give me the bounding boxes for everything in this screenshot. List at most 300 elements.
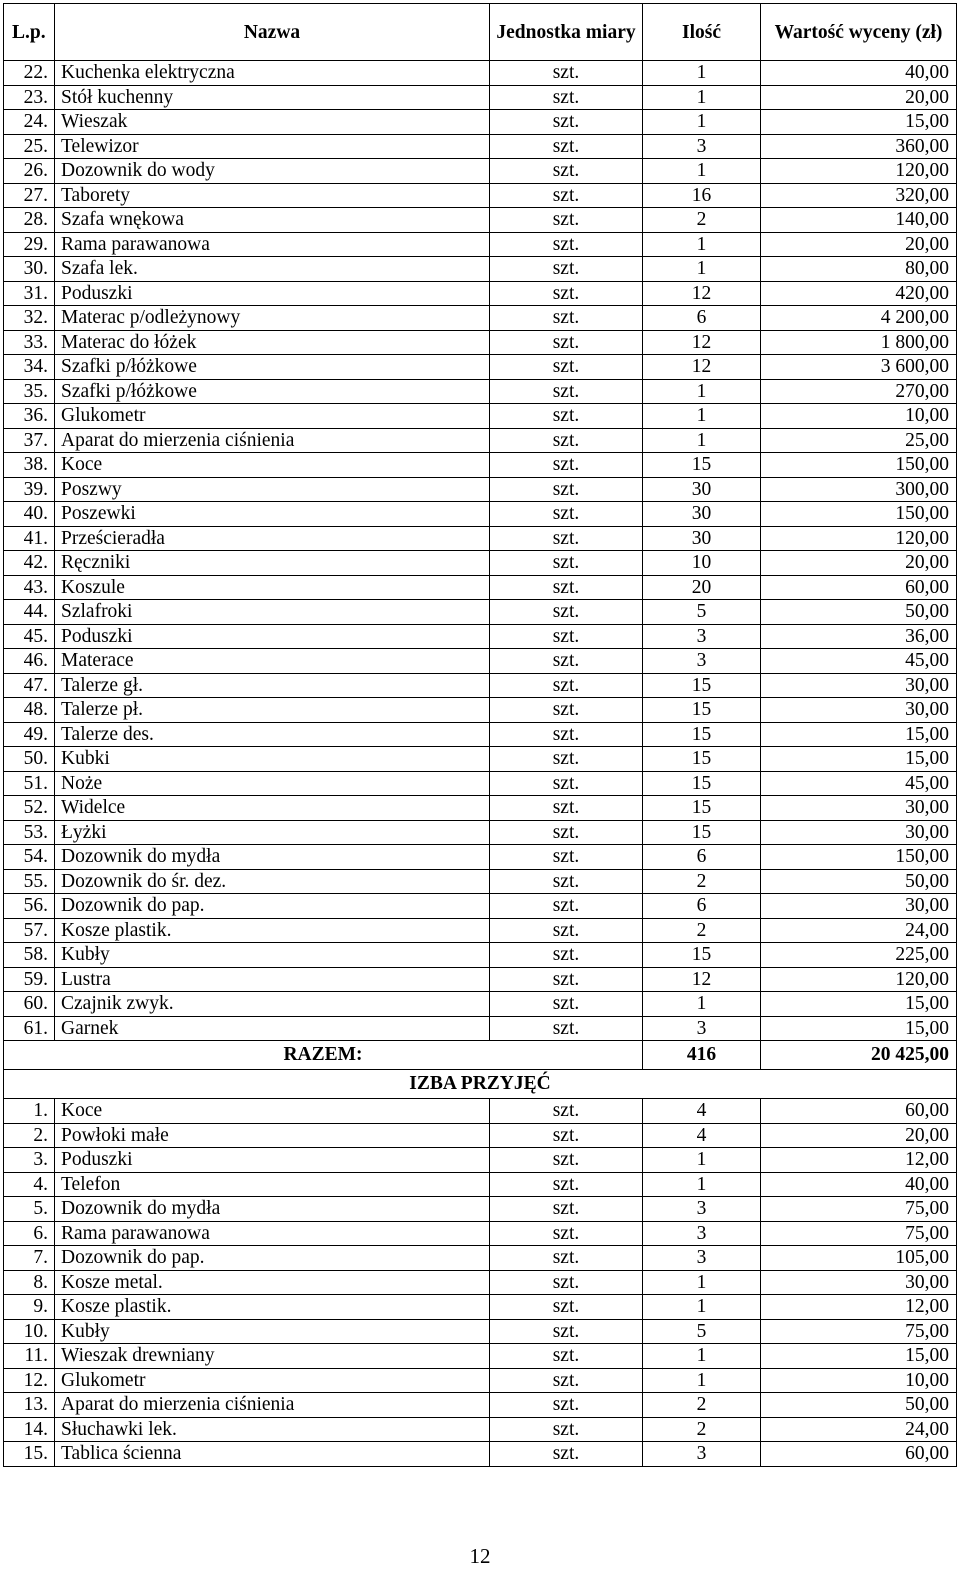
cell-name: Prześcieradła bbox=[55, 526, 490, 551]
cell-name: Telewizor bbox=[55, 134, 490, 159]
table-row bbox=[4, 1393, 957, 1418]
cell-qty: 1 bbox=[643, 1148, 761, 1173]
cell-lp: 29. bbox=[4, 232, 55, 257]
table-row bbox=[4, 1319, 957, 1344]
cell-qty: 3 bbox=[643, 1197, 761, 1222]
cell-unit: szt. bbox=[490, 943, 643, 968]
cell-unit: szt. bbox=[490, 575, 643, 600]
cell-unit: szt. bbox=[490, 379, 643, 404]
cell-name: Poszewki bbox=[55, 502, 490, 527]
table-row bbox=[4, 61, 957, 86]
cell-name: Kubki bbox=[55, 747, 490, 772]
cell-value: 24,00 bbox=[761, 918, 957, 943]
cell-unit: szt. bbox=[490, 967, 643, 992]
cell-name: Czajnik zwyk. bbox=[55, 992, 490, 1017]
cell-qty: 15 bbox=[643, 796, 761, 821]
cell-unit: szt. bbox=[490, 257, 643, 282]
cell-value: 320,00 bbox=[761, 183, 957, 208]
cell-qty: 15 bbox=[643, 673, 761, 698]
cell-lp: 28. bbox=[4, 208, 55, 233]
table-row bbox=[4, 1016, 957, 1041]
cell-unit: szt. bbox=[490, 85, 643, 110]
cell-value: 40,00 bbox=[761, 61, 957, 86]
cell-qty: 1 bbox=[643, 110, 761, 135]
cell-value: 1 800,00 bbox=[761, 330, 957, 355]
cell-qty: 3 bbox=[643, 1016, 761, 1041]
cell-unit: szt. bbox=[490, 526, 643, 551]
cell-qty: 3 bbox=[643, 1442, 761, 1467]
table-row bbox=[4, 281, 957, 306]
inventory-table bbox=[3, 3, 957, 1467]
cell-value: 105,00 bbox=[761, 1246, 957, 1271]
cell-name: Lustra bbox=[55, 967, 490, 992]
cell-lp: 3. bbox=[4, 1148, 55, 1173]
cell-lp: 25. bbox=[4, 134, 55, 159]
cell-lp: 15. bbox=[4, 1442, 55, 1467]
cell-qty: 12 bbox=[643, 355, 761, 380]
cell-qty: 3 bbox=[643, 1221, 761, 1246]
cell-unit: szt. bbox=[490, 1368, 643, 1393]
cell-unit: szt. bbox=[490, 698, 643, 723]
cell-lp: 47. bbox=[4, 673, 55, 698]
cell-lp: 53. bbox=[4, 820, 55, 845]
cell-name: Materac p/odleżynowy bbox=[55, 306, 490, 331]
cell-value: 15,00 bbox=[761, 722, 957, 747]
cell-unit: szt. bbox=[490, 1123, 643, 1148]
cell-value: 25,00 bbox=[761, 428, 957, 453]
cell-qty: 4 bbox=[643, 1099, 761, 1124]
cell-value: 30,00 bbox=[761, 698, 957, 723]
cell-lp: 14. bbox=[4, 1417, 55, 1442]
cell-unit: szt. bbox=[490, 845, 643, 870]
cell-unit: szt. bbox=[490, 918, 643, 943]
cell-lp: 24. bbox=[4, 110, 55, 135]
cell-qty: 15 bbox=[643, 453, 761, 478]
table-row bbox=[4, 1417, 957, 1442]
cell-unit: szt. bbox=[490, 1319, 643, 1344]
table-row bbox=[4, 722, 957, 747]
cell-value: 15,00 bbox=[761, 1016, 957, 1041]
cell-qty: 5 bbox=[643, 600, 761, 625]
cell-name: Ręczniki bbox=[55, 551, 490, 576]
table-row bbox=[4, 1221, 957, 1246]
table-row bbox=[4, 600, 957, 625]
cell-value: 10,00 bbox=[761, 404, 957, 429]
cell-lp: 23. bbox=[4, 85, 55, 110]
table-row bbox=[4, 232, 957, 257]
cell-unit: szt. bbox=[490, 649, 643, 674]
table-row bbox=[4, 894, 957, 919]
cell-unit: szt. bbox=[490, 624, 643, 649]
table-row bbox=[4, 796, 957, 821]
cell-name: Kubły bbox=[55, 1319, 490, 1344]
cell-name: Poszwy bbox=[55, 477, 490, 502]
cell-lp: 1. bbox=[4, 1099, 55, 1124]
cell-name: Koce bbox=[55, 453, 490, 478]
cell-name: Dozownik do pap. bbox=[55, 1246, 490, 1271]
cell-qty: 15 bbox=[643, 698, 761, 723]
cell-qty: 4 bbox=[643, 1123, 761, 1148]
cell-qty: 15 bbox=[643, 820, 761, 845]
cell-unit: szt. bbox=[490, 404, 643, 429]
cell-lp: 6. bbox=[4, 1221, 55, 1246]
cell-value: 20,00 bbox=[761, 85, 957, 110]
cell-name: Rama parawanowa bbox=[55, 232, 490, 257]
cell-lp: 22. bbox=[4, 61, 55, 86]
cell-name: Kosze plastik. bbox=[55, 918, 490, 943]
cell-unit: szt. bbox=[490, 61, 643, 86]
header-qty: Ilość bbox=[643, 4, 761, 61]
table-row bbox=[4, 183, 957, 208]
cell-value: 15,00 bbox=[761, 747, 957, 772]
cell-lp: 37. bbox=[4, 428, 55, 453]
cell-qty: 1 bbox=[643, 1344, 761, 1369]
table-row bbox=[4, 575, 957, 600]
cell-lp: 51. bbox=[4, 771, 55, 796]
cell-lp: 38. bbox=[4, 453, 55, 478]
cell-name: Szlafroki bbox=[55, 600, 490, 625]
cell-lp: 4. bbox=[4, 1172, 55, 1197]
table-row bbox=[4, 502, 957, 527]
cell-value: 30,00 bbox=[761, 1270, 957, 1295]
cell-qty: 15 bbox=[643, 943, 761, 968]
cell-qty: 1 bbox=[643, 1172, 761, 1197]
table-row bbox=[4, 820, 957, 845]
cell-lp: 59. bbox=[4, 967, 55, 992]
cell-name: Glukometr bbox=[55, 404, 490, 429]
cell-qty: 15 bbox=[643, 722, 761, 747]
table-row bbox=[4, 673, 957, 698]
cell-value: 120,00 bbox=[761, 967, 957, 992]
cell-lp: 34. bbox=[4, 355, 55, 380]
table-row bbox=[4, 1148, 957, 1173]
table-row bbox=[4, 1344, 957, 1369]
cell-unit: szt. bbox=[490, 110, 643, 135]
table-row bbox=[4, 967, 957, 992]
cell-qty: 20 bbox=[643, 575, 761, 600]
cell-lp: 42. bbox=[4, 551, 55, 576]
cell-lp: 11. bbox=[4, 1344, 55, 1369]
cell-lp: 30. bbox=[4, 257, 55, 282]
table-row bbox=[4, 453, 957, 478]
cell-name: Poduszki bbox=[55, 1148, 490, 1173]
cell-name: Aparat do mierzenia ciśnienia bbox=[55, 1393, 490, 1418]
table-row bbox=[4, 649, 957, 674]
table-row bbox=[4, 1368, 957, 1393]
cell-qty: 15 bbox=[643, 747, 761, 772]
cell-lp: 43. bbox=[4, 575, 55, 600]
page-number: 12 bbox=[469, 1544, 491, 1568]
cell-unit: szt. bbox=[490, 1270, 643, 1295]
cell-qty: 5 bbox=[643, 1319, 761, 1344]
cell-name: Talerze des. bbox=[55, 722, 490, 747]
header-value: Wartość wyceny (zł) bbox=[761, 4, 957, 61]
cell-name: Poduszki bbox=[55, 624, 490, 649]
cell-name: Dozownik do mydła bbox=[55, 845, 490, 870]
cell-name: Słuchawki lek. bbox=[55, 1417, 490, 1442]
cell-value: 12,00 bbox=[761, 1148, 957, 1173]
cell-qty: 1 bbox=[643, 85, 761, 110]
table-row bbox=[4, 428, 957, 453]
cell-value: 120,00 bbox=[761, 159, 957, 184]
cell-lp: 8. bbox=[4, 1270, 55, 1295]
cell-value: 50,00 bbox=[761, 1393, 957, 1418]
cell-qty: 2 bbox=[643, 208, 761, 233]
table-row bbox=[4, 526, 957, 551]
cell-lp: 9. bbox=[4, 1295, 55, 1320]
cell-unit: szt. bbox=[490, 869, 643, 894]
cell-value: 50,00 bbox=[761, 869, 957, 894]
cell-unit: szt. bbox=[490, 796, 643, 821]
total-qty: 416 bbox=[643, 1041, 761, 1070]
cell-qty: 1 bbox=[643, 232, 761, 257]
cell-unit: szt. bbox=[490, 330, 643, 355]
cell-unit: szt. bbox=[490, 428, 643, 453]
cell-value: 300,00 bbox=[761, 477, 957, 502]
cell-unit: szt. bbox=[490, 1197, 643, 1222]
section-header-row bbox=[4, 1070, 957, 1099]
cell-value: 75,00 bbox=[761, 1197, 957, 1222]
cell-unit: szt. bbox=[490, 281, 643, 306]
cell-lp: 2. bbox=[4, 1123, 55, 1148]
cell-unit: szt. bbox=[490, 502, 643, 527]
cell-lp: 27. bbox=[4, 183, 55, 208]
table-row bbox=[4, 1442, 957, 1467]
cell-lp: 48. bbox=[4, 698, 55, 723]
cell-lp: 50. bbox=[4, 747, 55, 772]
cell-lp: 32. bbox=[4, 306, 55, 331]
table-row bbox=[4, 85, 957, 110]
table-row bbox=[4, 771, 957, 796]
cell-value: 15,00 bbox=[761, 110, 957, 135]
cell-unit: szt. bbox=[490, 551, 643, 576]
cell-unit: szt. bbox=[490, 477, 643, 502]
table-row bbox=[4, 551, 957, 576]
cell-value: 225,00 bbox=[761, 943, 957, 968]
header-name: Nazwa bbox=[55, 4, 490, 61]
table-row bbox=[4, 306, 957, 331]
cell-name: Noże bbox=[55, 771, 490, 796]
total-row bbox=[4, 1041, 957, 1070]
cell-value: 120,00 bbox=[761, 526, 957, 551]
cell-unit: szt. bbox=[490, 159, 643, 184]
cell-qty: 12 bbox=[643, 281, 761, 306]
cell-name: Poduszki bbox=[55, 281, 490, 306]
cell-qty: 1 bbox=[643, 379, 761, 404]
cell-value: 45,00 bbox=[761, 649, 957, 674]
cell-lp: 10. bbox=[4, 1319, 55, 1344]
section-title: IZBA PRZYJĘĆ bbox=[4, 1070, 957, 1099]
cell-value: 150,00 bbox=[761, 845, 957, 870]
table-row bbox=[4, 159, 957, 184]
cell-lp: 49. bbox=[4, 722, 55, 747]
cell-name: Rama parawanowa bbox=[55, 1221, 490, 1246]
cell-name: Telefon bbox=[55, 1172, 490, 1197]
cell-name: Dozownik do wody bbox=[55, 159, 490, 184]
cell-value: 30,00 bbox=[761, 820, 957, 845]
table-row bbox=[4, 208, 957, 233]
cell-name: Wieszak drewniany bbox=[55, 1344, 490, 1369]
cell-qty: 3 bbox=[643, 134, 761, 159]
cell-name: Kubły bbox=[55, 943, 490, 968]
cell-qty: 1 bbox=[643, 404, 761, 429]
cell-qty: 30 bbox=[643, 502, 761, 527]
cell-unit: szt. bbox=[490, 600, 643, 625]
header-row bbox=[4, 4, 957, 61]
cell-qty: 6 bbox=[643, 845, 761, 870]
cell-value: 75,00 bbox=[761, 1319, 957, 1344]
table-row bbox=[4, 1197, 957, 1222]
cell-qty: 12 bbox=[643, 967, 761, 992]
cell-unit: szt. bbox=[490, 747, 643, 772]
cell-value: 140,00 bbox=[761, 208, 957, 233]
cell-name: Dozownik do mydła bbox=[55, 1197, 490, 1222]
cell-name: Talerze pł. bbox=[55, 698, 490, 723]
cell-value: 3 600,00 bbox=[761, 355, 957, 380]
cell-value: 12,00 bbox=[761, 1295, 957, 1320]
cell-lp: 61. bbox=[4, 1016, 55, 1041]
cell-value: 36,00 bbox=[761, 624, 957, 649]
cell-value: 15,00 bbox=[761, 1344, 957, 1369]
cell-value: 15,00 bbox=[761, 992, 957, 1017]
cell-name: Materac do łóżek bbox=[55, 330, 490, 355]
cell-qty: 1 bbox=[643, 159, 761, 184]
table-row bbox=[4, 379, 957, 404]
cell-lp: 26. bbox=[4, 159, 55, 184]
cell-qty: 15 bbox=[643, 771, 761, 796]
cell-unit: szt. bbox=[490, 1016, 643, 1041]
cell-value: 30,00 bbox=[761, 796, 957, 821]
table-row bbox=[4, 477, 957, 502]
cell-unit: szt. bbox=[490, 208, 643, 233]
cell-qty: 1 bbox=[643, 1295, 761, 1320]
cell-unit: szt. bbox=[490, 134, 643, 159]
table-row bbox=[4, 624, 957, 649]
cell-name: Szafki p/łóżkowe bbox=[55, 355, 490, 380]
cell-value: 150,00 bbox=[761, 502, 957, 527]
cell-qty: 3 bbox=[643, 624, 761, 649]
header-lp: L.p. bbox=[4, 4, 55, 61]
cell-name: Dozownik do pap. bbox=[55, 894, 490, 919]
cell-name: Materace bbox=[55, 649, 490, 674]
cell-unit: szt. bbox=[490, 1246, 643, 1271]
cell-name: Powłoki małe bbox=[55, 1123, 490, 1148]
cell-unit: szt. bbox=[490, 232, 643, 257]
total-label: RAZEM: bbox=[4, 1041, 643, 1070]
cell-unit: szt. bbox=[490, 355, 643, 380]
cell-lp: 52. bbox=[4, 796, 55, 821]
table-row bbox=[4, 110, 957, 135]
cell-lp: 45. bbox=[4, 624, 55, 649]
cell-name: Aparat do mierzenia ciśnienia bbox=[55, 428, 490, 453]
cell-value: 50,00 bbox=[761, 600, 957, 625]
table-row bbox=[4, 747, 957, 772]
cell-unit: szt. bbox=[490, 820, 643, 845]
table-row bbox=[4, 698, 957, 723]
cell-qty: 16 bbox=[643, 183, 761, 208]
table-row bbox=[4, 1295, 957, 1320]
main-rows bbox=[4, 61, 957, 1041]
cell-lp: 41. bbox=[4, 526, 55, 551]
cell-lp: 44. bbox=[4, 600, 55, 625]
table-row bbox=[4, 1099, 957, 1124]
table-row bbox=[4, 257, 957, 282]
cell-value: 80,00 bbox=[761, 257, 957, 282]
cell-name: Szafa lek. bbox=[55, 257, 490, 282]
table-row bbox=[4, 992, 957, 1017]
cell-name: Kosze metal. bbox=[55, 1270, 490, 1295]
cell-value: 360,00 bbox=[761, 134, 957, 159]
cell-lp: 57. bbox=[4, 918, 55, 943]
cell-name: Taborety bbox=[55, 183, 490, 208]
cell-value: 30,00 bbox=[761, 673, 957, 698]
cell-unit: szt. bbox=[490, 992, 643, 1017]
cell-unit: szt. bbox=[490, 894, 643, 919]
total-value: 20 425,00 bbox=[761, 1041, 957, 1070]
table-row bbox=[4, 355, 957, 380]
cell-unit: szt. bbox=[490, 1099, 643, 1124]
cell-lp: 13. bbox=[4, 1393, 55, 1418]
cell-qty: 10 bbox=[643, 551, 761, 576]
cell-name: Garnek bbox=[55, 1016, 490, 1041]
cell-name: Kosze plastik. bbox=[55, 1295, 490, 1320]
cell-unit: szt. bbox=[490, 1221, 643, 1246]
cell-qty: 1 bbox=[643, 1368, 761, 1393]
cell-qty: 3 bbox=[643, 649, 761, 674]
cell-qty: 2 bbox=[643, 1393, 761, 1418]
cell-unit: szt. bbox=[490, 673, 643, 698]
cell-value: 10,00 bbox=[761, 1368, 957, 1393]
table-row bbox=[4, 1123, 957, 1148]
cell-name: Łyżki bbox=[55, 820, 490, 845]
cell-value: 24,00 bbox=[761, 1417, 957, 1442]
cell-qty: 1 bbox=[643, 1270, 761, 1295]
cell-lp: 46. bbox=[4, 649, 55, 674]
cell-unit: szt. bbox=[490, 1442, 643, 1467]
table-row bbox=[4, 1246, 957, 1271]
cell-name: Dozownik do śr. dez. bbox=[55, 869, 490, 894]
cell-value: 40,00 bbox=[761, 1172, 957, 1197]
table-row bbox=[4, 330, 957, 355]
cell-lp: 35. bbox=[4, 379, 55, 404]
cell-qty: 6 bbox=[643, 894, 761, 919]
cell-lp: 60. bbox=[4, 992, 55, 1017]
cell-value: 75,00 bbox=[761, 1221, 957, 1246]
cell-name: Kuchenka elektryczna bbox=[55, 61, 490, 86]
cell-value: 270,00 bbox=[761, 379, 957, 404]
cell-lp: 7. bbox=[4, 1246, 55, 1271]
cell-value: 150,00 bbox=[761, 453, 957, 478]
cell-unit: szt. bbox=[490, 1148, 643, 1173]
cell-unit: szt. bbox=[490, 722, 643, 747]
cell-unit: szt. bbox=[490, 1344, 643, 1369]
cell-qty: 1 bbox=[643, 428, 761, 453]
cell-value: 20,00 bbox=[761, 551, 957, 576]
table-row bbox=[4, 134, 957, 159]
cell-unit: szt. bbox=[490, 1295, 643, 1320]
cell-qty: 30 bbox=[643, 526, 761, 551]
cell-name: Wieszak bbox=[55, 110, 490, 135]
cell-qty: 1 bbox=[643, 61, 761, 86]
cell-lp: 5. bbox=[4, 1197, 55, 1222]
cell-unit: szt. bbox=[490, 1393, 643, 1418]
table-row bbox=[4, 845, 957, 870]
cell-value: 45,00 bbox=[761, 771, 957, 796]
cell-qty: 3 bbox=[643, 1246, 761, 1271]
cell-name: Szafki p/łóżkowe bbox=[55, 379, 490, 404]
cell-unit: szt. bbox=[490, 1172, 643, 1197]
cell-name: Widelce bbox=[55, 796, 490, 821]
